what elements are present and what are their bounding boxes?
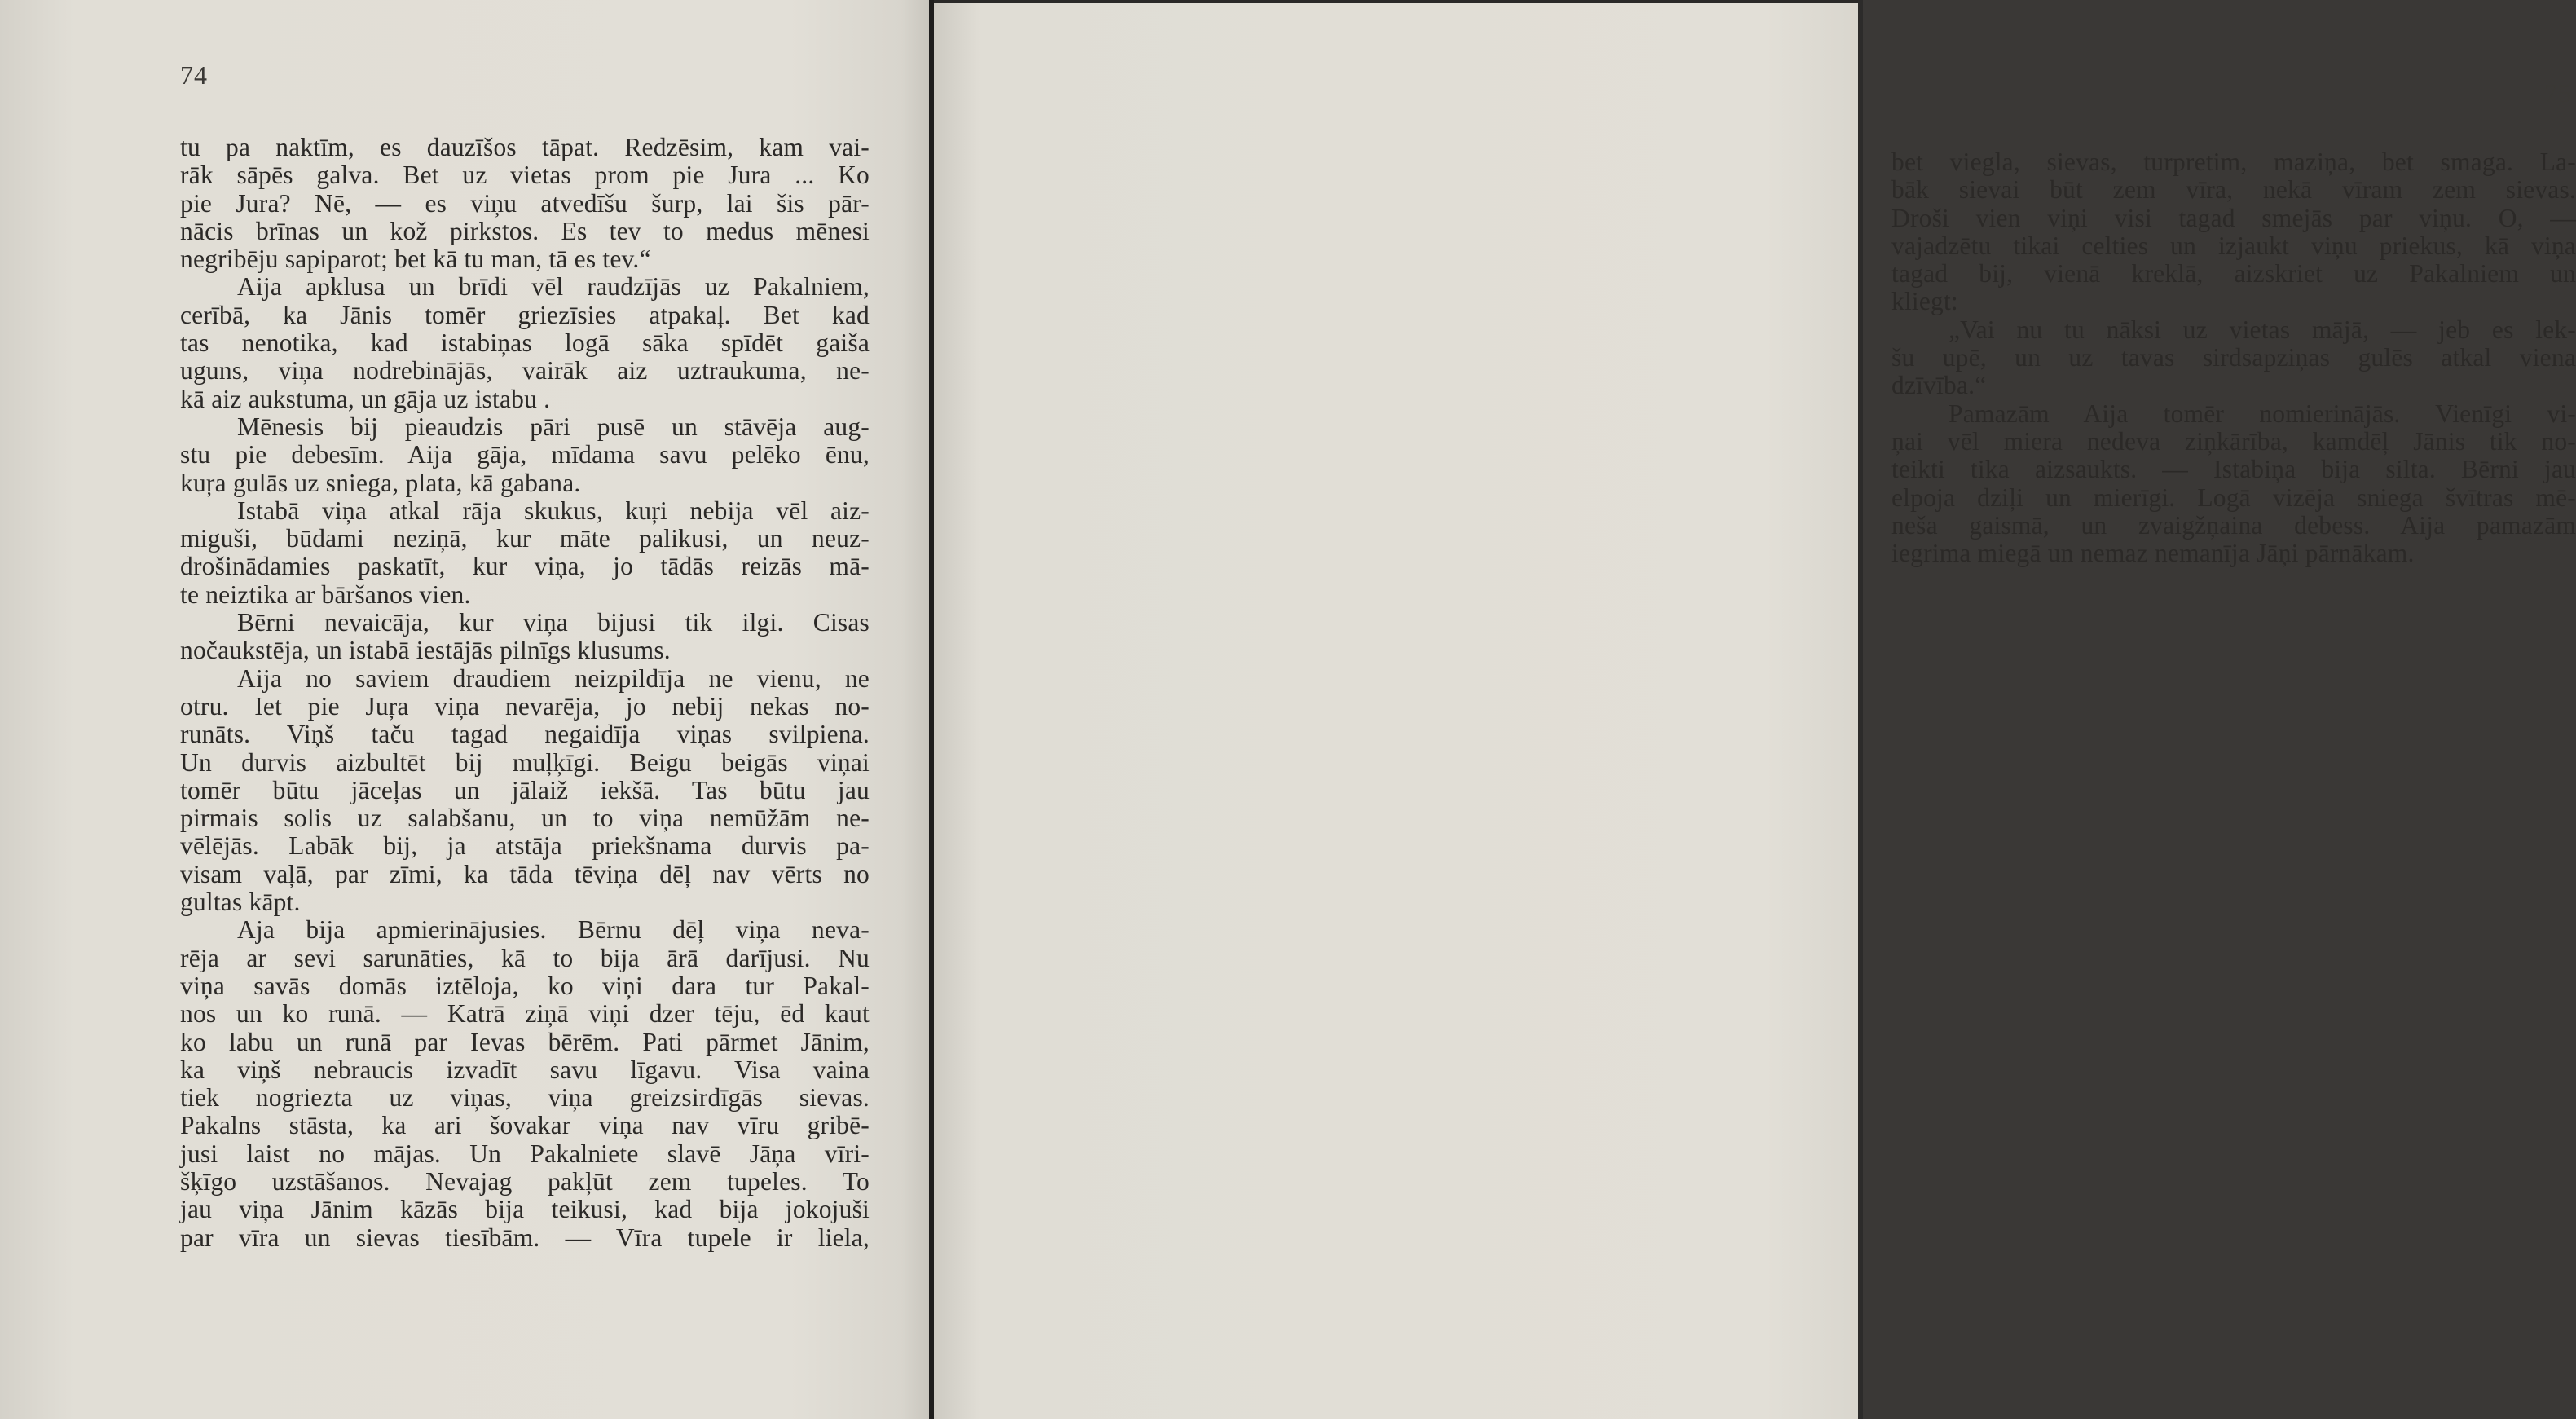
right-page xyxy=(934,0,2576,1419)
text-line: vajadzētu tikai celties un izjaukt viņu priekus, kā viņa xyxy=(1891,231,2576,260)
text-line: rāk sāpēs galva. Bet uz vietas prom pie Jura ... Ko xyxy=(180,161,870,190)
text-line: viņa savās domās iztēloja, ko viņi dara tur Pakal- xyxy=(180,971,870,1000)
text-line: pie Jura? Nē, — es viņu atvedīšu šurp, lai šis pār- xyxy=(180,188,870,218)
text-line: tas nenotika, kad istabiņas logā sāka spīdēt gaiša xyxy=(180,328,870,358)
text-line: tu pa naktīm, es dauzīšos tāpat. Redzēsim, kam vai- xyxy=(180,133,870,161)
right-page-text xyxy=(1891,148,2576,567)
text-line: stu pie debesīm. Aija gāja, mīdama savu pelēko ēnu, xyxy=(180,440,870,469)
text-line: Droši vien viņi visi tagad smejās par viņu. O, — xyxy=(1891,203,2576,232)
text-line: bet viegla, sievas, turpretim, maziņa, bet smaga. La- xyxy=(1891,148,2576,176)
text-line: drošinādamies paskatīt, kur viņa, jo tādās reizās mā- xyxy=(180,552,870,581)
text-line: tiek nogriezta uz viņas, viņa greizsirdīgās sievas. xyxy=(180,1083,870,1113)
text-line: kuŗa gulās uz sniega, plata, kā gabana. xyxy=(180,468,581,497)
text-line: dzīvība.“ xyxy=(1891,371,1987,400)
text-line: cerībā, ka Jānis tomēr griezīsies atpakaļ. Bet kad xyxy=(180,300,870,329)
text-line: Aija apklusa un brīdi vēl raudzījās uz Pakalniem, xyxy=(237,272,870,302)
text-line: šu upē, un uz tavas sirdsapziņas gulēs atkal viena xyxy=(1891,343,2576,372)
text-line: Aja bija apmierinājusies. Bērnu dēļ viņa neva- xyxy=(237,915,870,945)
text-line: kā aiz aukstuma, un gāja uz istabu . xyxy=(180,384,551,413)
text-line: Istabā viņa atkal rāja skukus, kuŗi nebija vēl aiz- xyxy=(237,496,870,525)
text-line: Un durvis aizbultēt bij muļķīgi. Beigu beigās viņai xyxy=(180,747,870,777)
left-page xyxy=(0,0,929,1419)
text-line: Aija no saviem draudiem neizpildīja ne vienu, ne xyxy=(237,663,870,693)
text-line: Pamazām Aija tomēr nomierinājās. Vienīgi vi- xyxy=(1949,399,2576,428)
text-line: nācis brīnas un kož pirkstos. Es tev to medus mēnesi xyxy=(180,216,870,245)
text-line: runāts. Viņš taču tagad negaidīja viņas svilpiena. xyxy=(180,720,870,749)
left-page-text xyxy=(180,134,870,1252)
text-line: ņai vēl miera nedeva ziņkārība, kamdēļ Jānis tik no- xyxy=(1891,426,2576,456)
text-line: bāk sievai būt zem vīra, nekā vīram zem sievas. xyxy=(1891,175,2576,205)
text-line: par vīra un sievas tiesībām. — Vīra tupele ir liela, xyxy=(180,1223,870,1252)
text-line: rēja ar sevi sarunāties, kā to bija ārā darījusi. Nu xyxy=(180,943,870,972)
text-line: visam vaļā, par zīmi, ka tāda tēviņa dēļ nav vērts no xyxy=(180,859,870,888)
text-line: jau viņa Jānim kāzās bija teikusi, kad bija jokojuši xyxy=(180,1195,870,1224)
text-line: kliegt: xyxy=(1891,287,1958,316)
text-line: negribēju sapiparot; bet kā tu man, tā es tev.“ xyxy=(180,245,651,274)
page-number-right: 75 xyxy=(2544,78,2572,108)
text-line: gultas kāpt. xyxy=(180,888,301,917)
text-line: uguns, viņa nodrebinājās, vairāk aiz uztraukuma, ne- xyxy=(180,356,870,386)
text-line: Mēnesis bij pieaudzis pāri pusē un stāvēja aug- xyxy=(237,412,870,441)
page-number-left: 74 xyxy=(180,60,208,90)
text-line: miguši, būdami neziņā, kur māte palikusi, un neuz- xyxy=(180,524,870,553)
text-line: teikti tika aizsaukts. — Istabiņa bija silta. Bērni jau xyxy=(1891,455,2576,484)
text-line: ka viņš nebraucis izvadīt savu līgavu. Visa vaina xyxy=(180,1055,870,1084)
text-line: iegrima miegā un nemaz nemanīja Jāņi pārnākam. xyxy=(1891,539,2415,568)
text-line: jusi laist no mājas. Un Pakalniete slavē Jāņa vīri- xyxy=(180,1139,870,1168)
text-line: šķīgo uzstāšanos. Nevajag pakļūt zem tupeles. To xyxy=(180,1166,870,1196)
text-line: ko labu un runā par Ievas bērēm. Pati pārmet Jānim, xyxy=(180,1027,870,1056)
text-line: nos un ko runā. — Katrā ziņā viņi dzer tēju, ēd kaut xyxy=(180,999,870,1029)
text-line: Bērni nevaicāja, kur viņa bijusi tik ilgi. Cisas xyxy=(237,608,870,637)
text-line: pirmais solis uz salabšanu, un to viņa nemūžām ne- xyxy=(180,804,870,833)
text-line: Pakalns stāsta, ka ari šovakar viņa nav vīru gribē- xyxy=(180,1111,870,1140)
text-line: „Vai nu tu nāksi uz vietas mājā, — jeb es lek- xyxy=(1949,315,2576,344)
text-line: nočaukstēja, un istabā iestājās pilnīgs klusums. xyxy=(180,636,671,665)
text-line: tagad bij, vienā kreklā, aizskriet uz Pakalniem un xyxy=(1891,259,2576,289)
text-line: tomēr būtu jāceļas un jālaiž iekšā. Tas būtu jau xyxy=(180,775,870,804)
text-line: te neiztika ar bāršanos vien. xyxy=(180,579,471,609)
text-line: vēlējās. Labāk bij, ja atstāja priekšnama durvis pa- xyxy=(180,831,870,861)
text-line: elpoja dziļi un mierīgi. Logā vizēja sniega švītras mē- xyxy=(1891,483,2576,512)
text-line: otru. Iet pie Juŗa viņa nevarēja, jo nebij nekas no- xyxy=(180,691,870,721)
text-line: neša gaismā, un zvaigžņaina debess. Aija pamazām xyxy=(1891,510,2576,540)
